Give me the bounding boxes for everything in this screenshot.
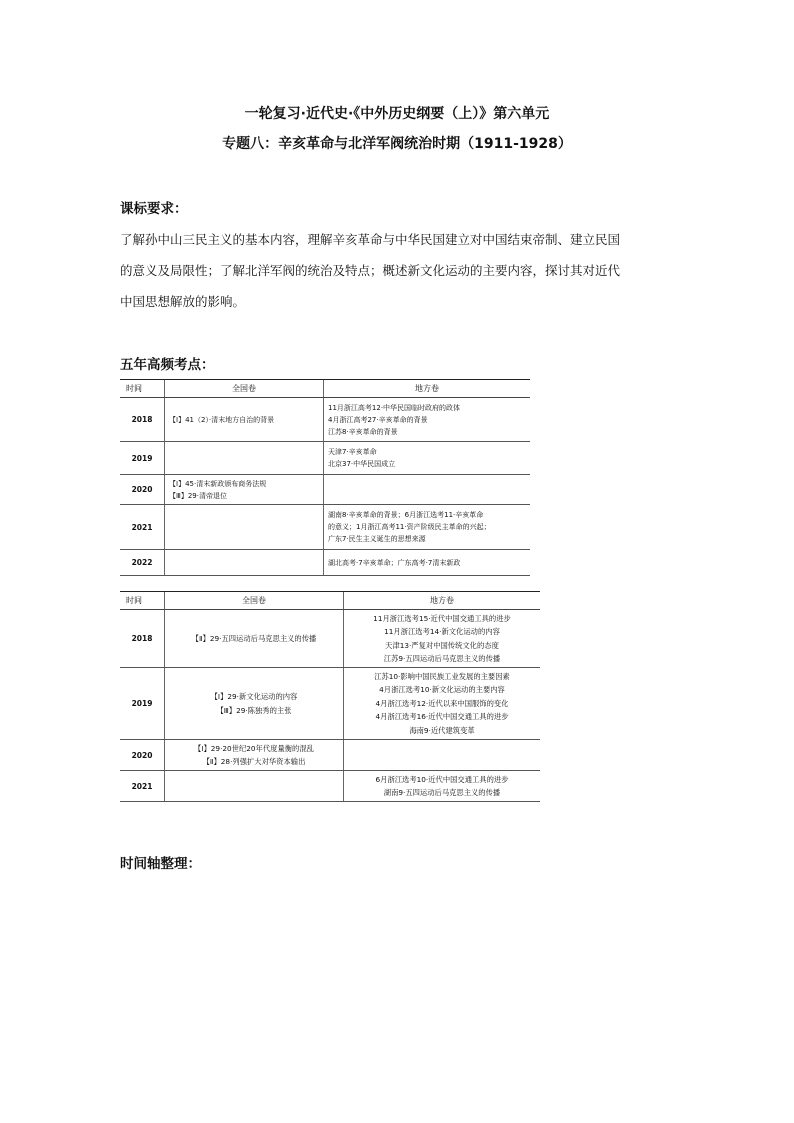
national-cell <box>165 475 324 505</box>
exam-item: 【Ⅰ】29·新文化运动的内容 <box>210 692 298 701</box>
table-row <box>120 668 540 740</box>
table-row <box>120 610 540 668</box>
curriculum-line: 中国思想解放的影响。 <box>120 294 246 309</box>
exam-item: 6月浙江选考10·近代中国交通工具的进步 <box>375 774 509 784</box>
table-row <box>120 398 530 442</box>
table-row <box>120 505 530 550</box>
year-cell: 2020 <box>120 740 165 771</box>
year-cell: 2018 <box>120 398 165 442</box>
local-cell <box>344 668 541 740</box>
header-local: 地方卷 <box>324 380 531 398</box>
exam-item: 4月浙江选考16·近代中国交通工具的进步 <box>375 712 509 722</box>
exam-item: 【Ⅲ】29·陈独秀的主张 <box>216 705 292 715</box>
exam-item: 11月浙江选考15·近代中国交通工具的进步 <box>373 613 511 623</box>
curriculum-heading: 课标要求： <box>120 201 188 217</box>
page-title: 一轮复习·近代史·《中外历史纲要（上）》第六单元 <box>244 106 550 122</box>
national-cell <box>165 771 344 802</box>
table-header-row <box>120 380 530 398</box>
exam-item: 江苏10·影响中国民族工业发展的主要因素 <box>374 671 510 681</box>
curriculum-line: 了解孙中山三民主义的基本内容，理解辛亥革命与中华民国建立对中国结束帝制、建立民国 <box>120 232 621 247</box>
exam-item: 11月浙江高考12·中华民国临时政府的政体 <box>328 403 461 412</box>
header-year: 时间 <box>120 380 165 398</box>
local-cell <box>344 610 541 668</box>
table-row <box>120 771 540 802</box>
exam-item: 江苏8·辛亥革命的背景 <box>328 427 398 436</box>
exam-item: 湖北高考·7辛亥革命；广东高考·7清末新政 <box>328 558 461 567</box>
exam-item: 湖南8·辛亥革命的背景；6月浙江选考11·辛亥革命 <box>328 511 484 519</box>
exam-item: 【Ⅱ】28·列强扩大对华资本输出 <box>202 757 306 766</box>
national-cell <box>165 668 344 740</box>
page-subtitle: 专题八：辛亥革命与北洋军阀统治时期（1911-1928） <box>222 136 572 152</box>
exam-item: 【Ⅰ】29·20世纪20年代度量衡的混乱 <box>194 743 314 753</box>
local-cell <box>324 442 531 475</box>
exam-item: 湖南9·五四运动后马克思主义的传播 <box>383 788 501 797</box>
table-row <box>120 740 540 771</box>
exam-table-revolution <box>120 379 530 576</box>
exam-points-heading: 五年高频考点： <box>120 357 215 373</box>
national-cell <box>165 740 344 771</box>
national-cell <box>165 505 324 550</box>
curriculum-line: 的意义及局限性；了解北洋军阀的统治及特点；概述新文化运动的主要内容，探讨其对近代 <box>120 263 621 278</box>
national-cell <box>165 398 324 442</box>
local-cell <box>324 475 531 505</box>
exam-table-new-culture <box>120 591 540 802</box>
national-cell <box>165 610 344 668</box>
header-national: 全国卷 <box>165 380 324 398</box>
exam-item: 【Ⅱ】29·五四运动后马克思主义的传播 <box>191 633 317 643</box>
exam-item: 天津7·辛亥革命 <box>328 448 377 456</box>
header-national: 全国卷 <box>165 592 344 610</box>
curriculum-text <box>120 224 680 317</box>
local-cell <box>324 398 531 442</box>
header-year: 时间 <box>120 592 165 610</box>
table-row <box>120 550 530 576</box>
header-local: 地方卷 <box>344 592 541 610</box>
year-cell: 2021 <box>120 505 165 550</box>
local-cell <box>344 771 541 802</box>
exam-item: 11月浙江选考14·新文化运动的内容 <box>384 627 500 636</box>
year-cell: 2018 <box>120 610 165 668</box>
year-cell: 2019 <box>120 668 165 740</box>
year-cell: 2022 <box>120 550 165 576</box>
exam-item: 广东7·民生主义诞生的思想来源 <box>328 535 426 543</box>
local-cell <box>324 550 531 576</box>
exam-item: 【Ⅰ】41（2）·清末地方自治的背景 <box>169 415 275 424</box>
exam-item: 【Ⅰ】45·清末新政颁布商务法规 <box>169 479 267 488</box>
exam-item: 天津13·严复对中国传统文化的态度 <box>385 640 499 650</box>
table-header-row <box>120 592 540 610</box>
table-row <box>120 442 530 475</box>
exam-item: 4月浙江高考27·辛亥革命的背景 <box>328 415 428 424</box>
year-cell: 2021 <box>120 771 165 802</box>
exam-item: 江苏9·五四运动后马克思主义的传播 <box>383 654 501 663</box>
exam-item: 4月浙江选考12·近代以来中国服饰的变化 <box>375 698 509 708</box>
exam-item: 北京37·中华民国成立 <box>328 460 396 468</box>
exam-item: 【Ⅲ】29·清帝退位 <box>169 491 227 500</box>
timeline-heading: 时间轴整理： <box>120 856 201 872</box>
national-cell <box>165 550 324 576</box>
year-cell: 2020 <box>120 475 165 505</box>
local-cell <box>324 505 531 550</box>
table-row <box>120 475 530 505</box>
local-cell <box>344 740 541 771</box>
exam-item: 的意义；1月浙江高考11·资产阶级民主革命的兴起； <box>328 523 491 531</box>
national-cell <box>165 442 324 475</box>
exam-item: 海南9·近代建筑变革 <box>409 725 475 735</box>
exam-item: 4月浙江选考10·新文化运动的主要内容 <box>379 685 505 695</box>
year-cell: 2019 <box>120 442 165 475</box>
